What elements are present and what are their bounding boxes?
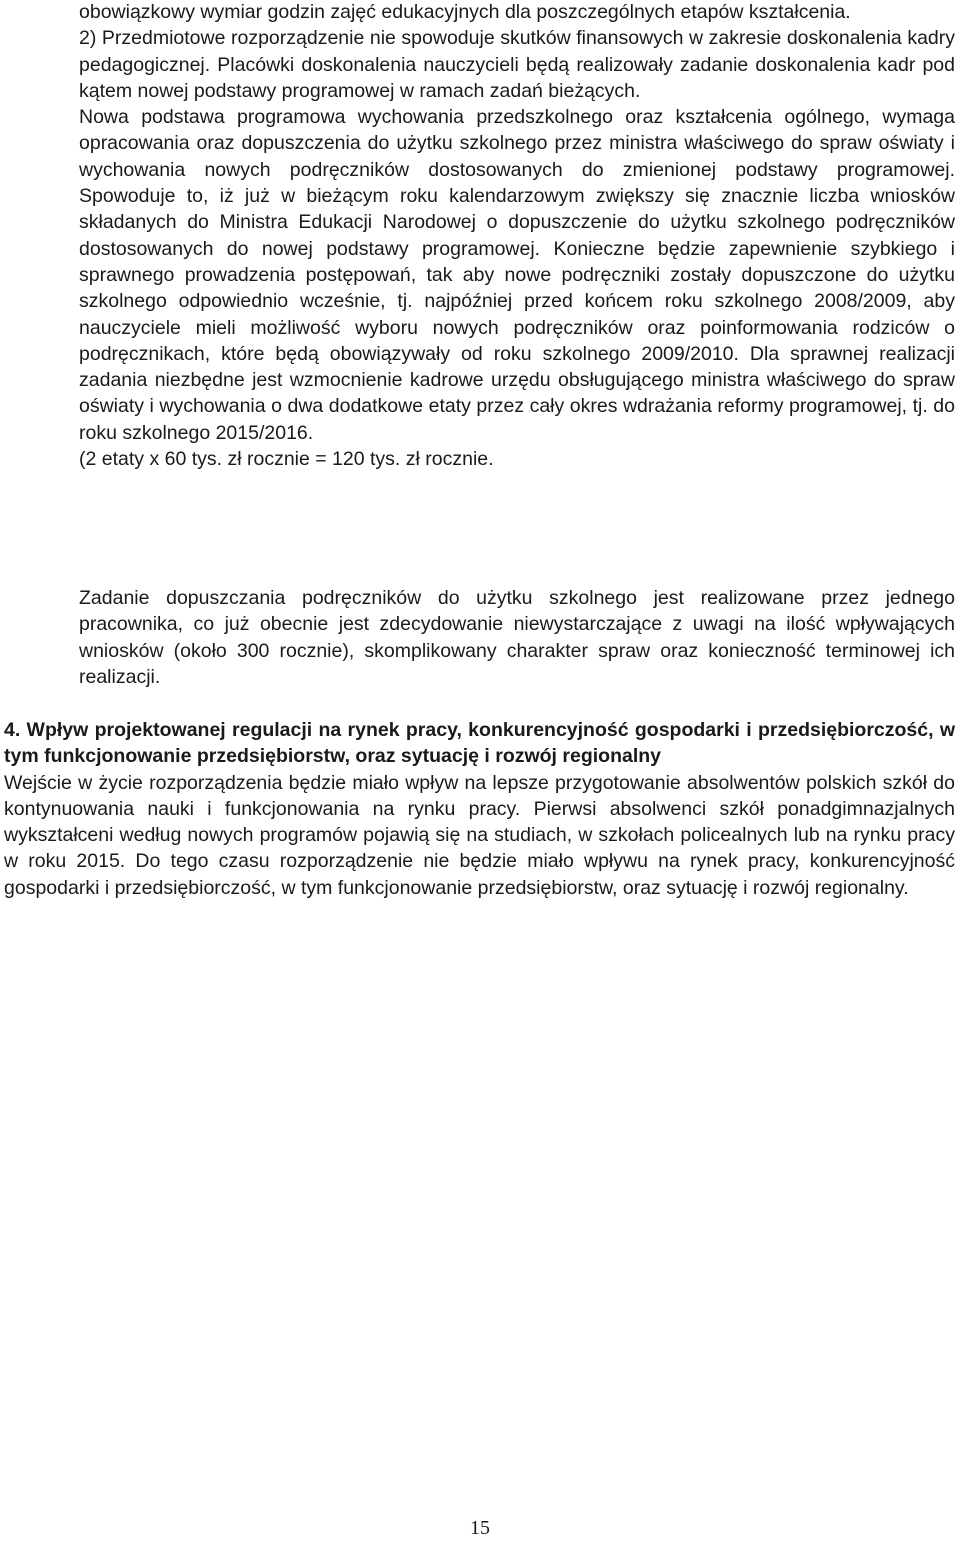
textbook-approval-block <box>79 585 955 690</box>
page-number: 15 <box>470 1517 490 1539</box>
paragraph-new-curriculum: Nowa podstawa programowa wychowania przedszkolnego oraz kształcenia ogólnego, wymaga opracowania oraz dopuszczenia do użytku szkolnego przez ministra właściwego do spraw oświaty i wychowania nowych podręczników dostosowanych do zmienionej podstawy programowej. Spowoduje to, iż już w bieżącym roku kalendarzowym zwiększy się znacznie liczba wniosków składanych do Ministra Edukacji Narodowej o dopuszczenie do użytku szkolnego podręczników dostosowanych do nowej podstawy programowej. Konieczne będzie zapewnienie szybkiego i sprawnego prowadzenia postępowań, tak aby nowe podręczniki zostały dopuszczone do użytku szkolnego odpowiednio wcześnie, tj. najpóźniej przed końcem roku szkolnego 2008/2009, aby nauczyciele mieli możliwość wyboru nowych podręczników oraz poinformowania rodziców o podręcznikach, które będą obowiązywały od roku szkolnego 2009/2010. Dla sprawnej realizacji zadania niezbędne jest wzmocnienie kadrowe urzędu obsługującego ministra właściwego do spraw oświaty i wychowania o dwa dodatkowe etaty przez cały okres wdrażania reformy programowej, tj. do roku szkolnego 2015/2016. <box>79 106 955 444</box>
section-4-heading: 4. Wpływ projektowanej regulacji na rynek pracy, konkurencyjność gospodarki i przedsiębiorczość, w tym funkcjonowanie przedsiębiorstw, oraz sytuację i rozwój regionalny <box>4 719 955 768</box>
section-4 <box>4 717 955 901</box>
paragraph-textbook-approval: Zadanie dopuszczania podręczników do użytku szkolnego jest realizowane przez jednego pracownika, co już obecnie jest zdecydowanie niewystarczające z uwagi na ilość wpływających wniosków (około 300 rocznie), skomplikowany charakter spraw oraz konieczność terminowej ich realizacji. <box>79 587 955 688</box>
paragraph-point-2: 2) Przedmiotowe rozporządzenie nie spowoduje skutków finansowych w zakresie doskonalenia kadry pedagogicznej. Placówki doskonalenia nauczycieli będą realizowały zadanie doskonalenia kadr pod kątem nowej podstawy programowej w ramach zadań bieżących. <box>79 27 955 102</box>
paragraph-staff-cost: (2 etaty x 60 tys. zł rocznie = 120 tys. zł rocznie. <box>79 448 494 471</box>
continuation-text-block <box>79 0 955 472</box>
paragraph-teaching-hours: obowiązkowy wymiar godzin zajęć edukacyjnych dla poszczególnych etapów kształcenia. <box>79 1 851 23</box>
section-4-body: Wejście w życie rozporządzenia będzie miało wpływ na lepsze przygotowanie absolwentów polskich szkół do kontynuowania nauki i funkcjonowania na rynku pracy. Pierwsi absolwenci szkół ponadgimnazjalnych wykształceni według nowych programów pojawią się na studiach, w szkołach policealnych lub na rynku pracy w roku 2015. Do tego czasu rozporządzenie nie będzie miało wpływu na rynek pracy, konkurencyjność gospodarki i przedsiębiorczość, w tym funkcjonowanie przedsiębiorstw, oraz sytuację i rozwój regionalny. <box>4 771 955 899</box>
